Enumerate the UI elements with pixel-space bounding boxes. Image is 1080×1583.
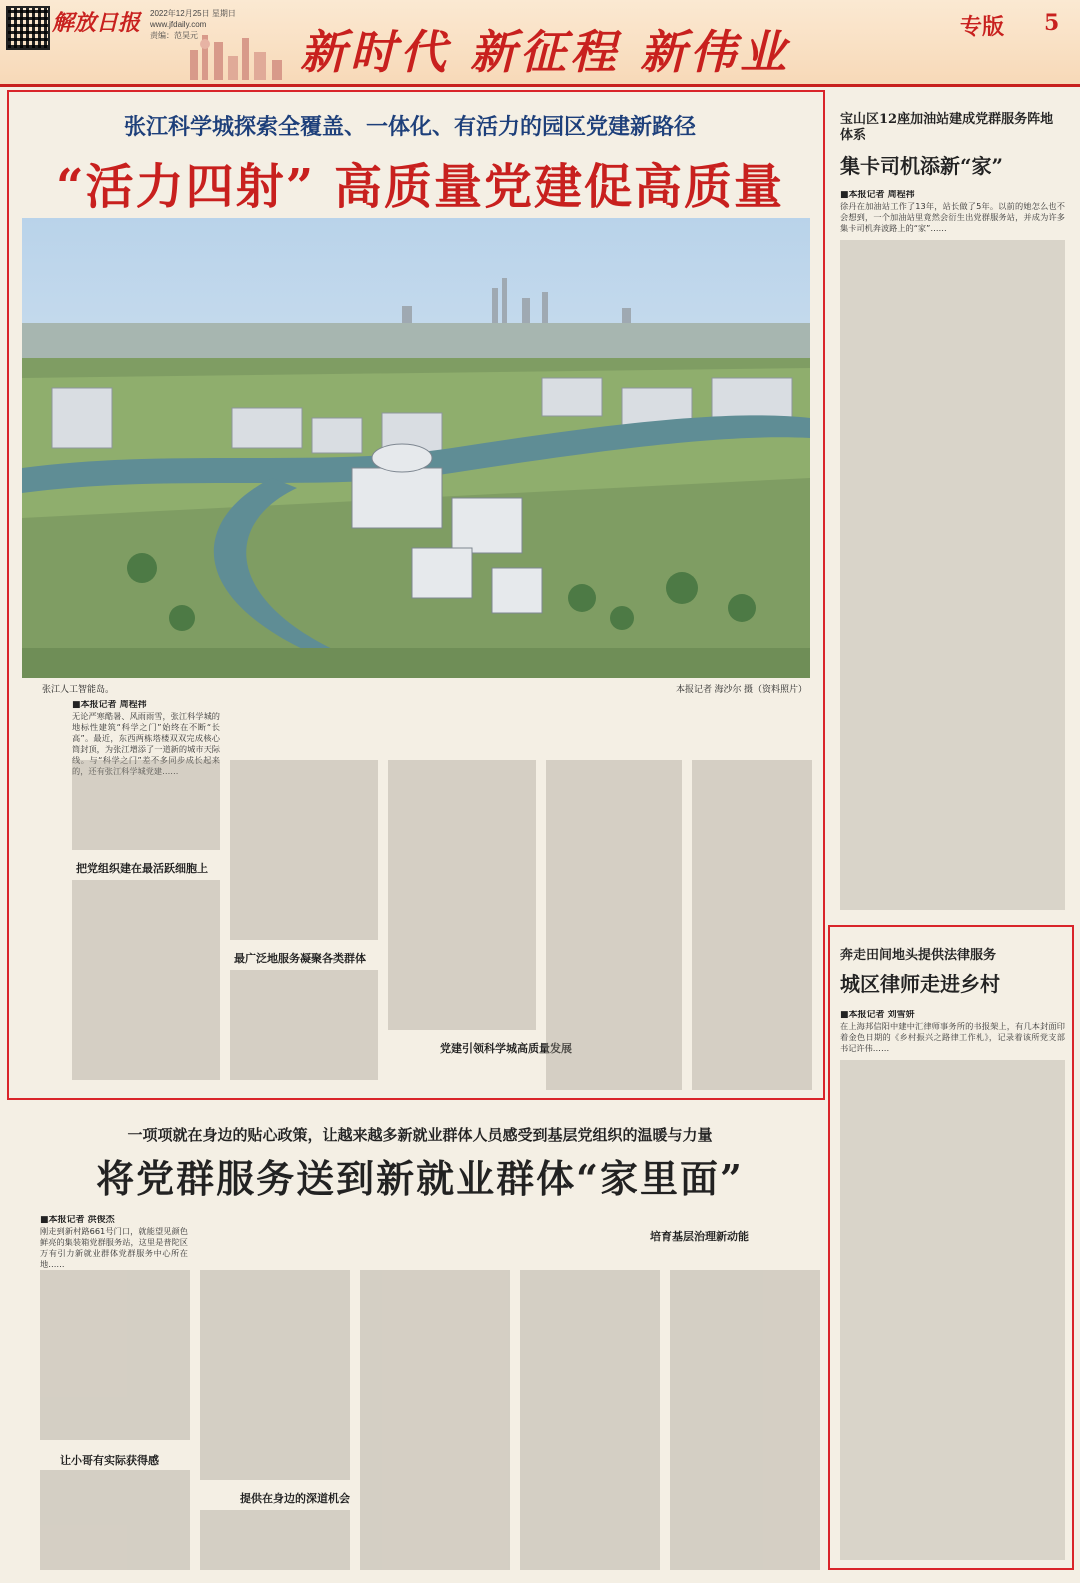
right-article2-kicker: 奔走田间地头提供法律服务 — [840, 948, 997, 963]
right-article1-kicker: 宝山区12座加油站建成党群服务阵地体系 — [840, 112, 1054, 143]
article2-subhead-3: 培育基层治理新动能 — [650, 1230, 749, 1243]
article1-subhead-3: 最广泛地服务凝聚各类群体 — [234, 952, 366, 965]
slogan: 新时代 新征程 新伟业 — [300, 25, 791, 79]
right-article1-title: 集卡司机添新“家” — [840, 154, 1004, 178]
right-article1-byline: ■本报记者 周程祎 — [840, 190, 915, 200]
article2-byline: ■本报记者 洪俊杰 — [40, 1215, 115, 1225]
article1-subhead-1: 把党组织建在最活跃细胞上 — [76, 862, 208, 875]
article2-subhead-1: 让小哥有实际获得感 — [60, 1454, 159, 1467]
right-article1-lead: 徐丹在加油站工作了13年，站长做了5年。以前的她怎么也不会想到，一个加油站里竟然会衍生出党群服务站，并成为许多集卡司机奔波路上的“家”…… — [840, 201, 1065, 233]
editor: 责编：范昊元 — [150, 31, 198, 40]
newspaper-logo: 解放日报 — [52, 10, 141, 36]
aerial-photo — [22, 218, 810, 678]
section-label: 专版 — [960, 14, 1005, 40]
article1-title: “活力四射” 高质量党建促高质量 — [56, 159, 784, 215]
qr-code-icon — [6, 6, 50, 50]
article1-lead: 无论严寒酷暑、风雨雨雪，张江科学城的地标性建筑“科学之门”始终在不断“长高”。最近，东西两栋塔楼双双完成核心筒封顶，为张江增添了一道新的城市天际线。与“科学之门”差不多同步成长起来的，还有张江科学城党建…… — [72, 711, 220, 776]
article2-lead: 刚走到新村路661号门口，就能望见颜色鲜亮的集装箱党群服务站，这里是普陀区万有引力新就业群体党群服务中心所在地…… — [40, 1226, 188, 1269]
right-article2-lead: 在上海邦信阳中建中汇律师事务所的书报架上，有几本封面印着金色日期的《乡村振兴之路律工作札》，记录着该所党支部书记许伟…… — [840, 1021, 1065, 1053]
article1-subtitle: 张江科学城探索全覆盖、一体化、有活力的园区党建新路径 — [123, 114, 696, 140]
right-article2-text-block — [840, 1060, 1065, 1560]
article1-body-text — [72, 760, 812, 1090]
issue-date: 2022年12月25日 星期日 — [150, 9, 236, 18]
article2-subhead-2: 提供在身边的深道机会 — [240, 1492, 350, 1505]
right-article2-byline: ■本报记者 刘雪妍 — [840, 1010, 915, 1020]
right-article1-text-block — [840, 240, 1065, 910]
page-number: 5 — [1044, 10, 1060, 36]
article1-byline: ■本报记者 周程祎 — [72, 700, 147, 710]
skyline-icon — [180, 30, 300, 80]
photo-credit: 本报记者 海沙尔 摄（资料照片） — [676, 684, 808, 694]
article2-title: 将党群服务送到新就业群体“家里面” — [96, 1156, 744, 1201]
article2-body-text — [40, 1270, 820, 1570]
article1-subhead-4: 党建引领科学城高质量发展 — [440, 1042, 572, 1055]
website: www.jfdaily.com — [150, 20, 207, 29]
right-article2-title: 城区律师走进乡村 — [840, 972, 1000, 996]
article2-subtitle: 一项项就在身边的贴心政策，让越来越多新就业群体人员感受到基层党组织的温暖与力量 — [127, 1126, 713, 1144]
photo-caption: 张江人工智能岛。 — [42, 684, 115, 694]
